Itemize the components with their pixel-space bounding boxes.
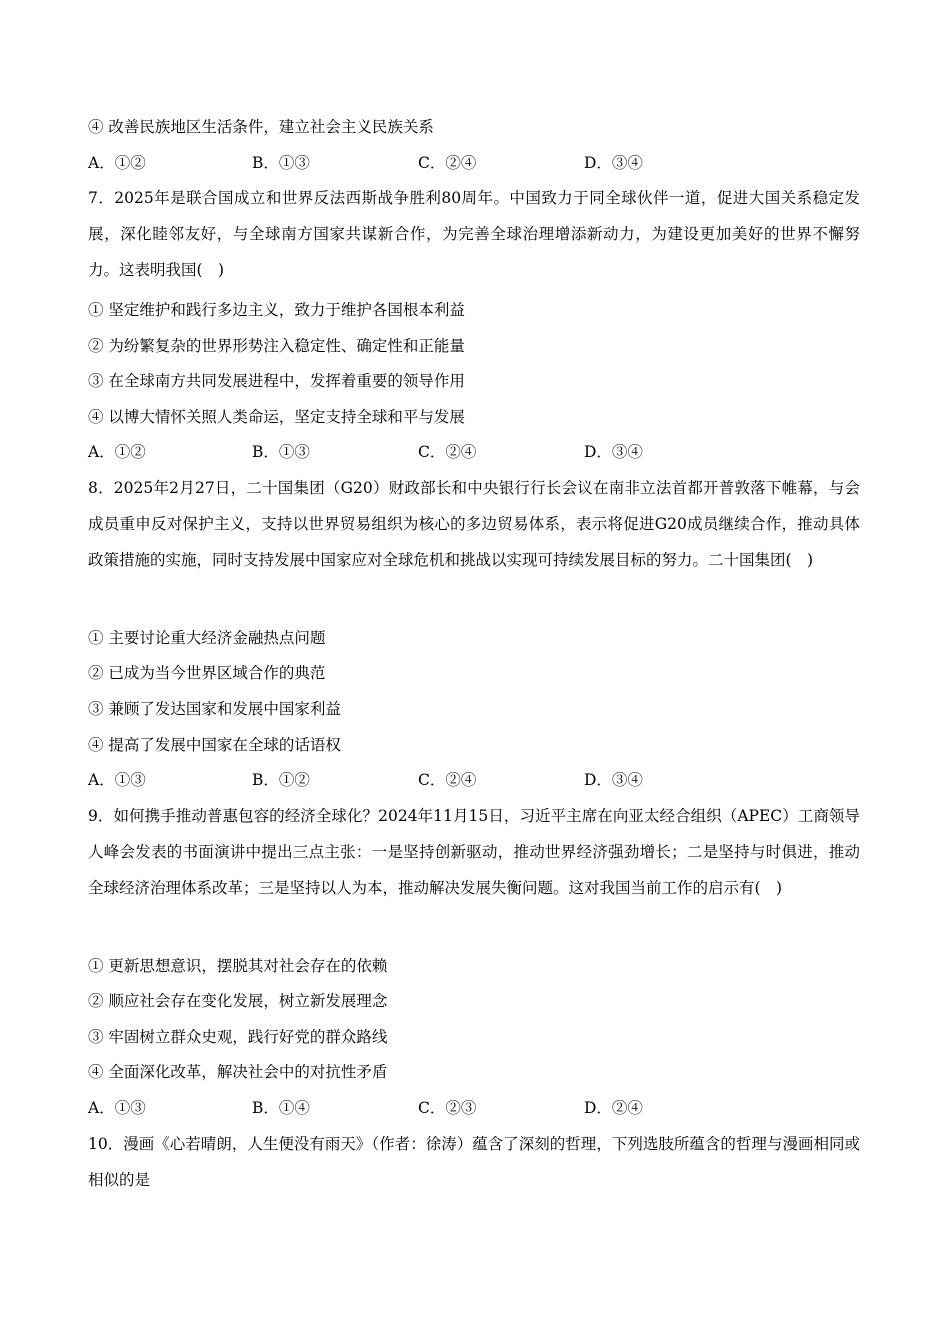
question-7: 7．2025年是联合国成立和世界反法西斯战争胜利80周年。中国致力于同全球伙伴一道，促进大国关系稳定发展，深化睦邻友好，与全球南方国家共谋新合作，为完善全球治理增添新动力，为建设更加美好的世界不懈努力。这表明我国( ): [88, 189, 860, 279]
option-c: C．②④: [418, 154, 477, 172]
option-a: A．①②: [88, 443, 146, 461]
statement: ④ 提高了发展中国家在全球的话语权: [88, 736, 341, 754]
option-b: B．①②: [252, 771, 310, 789]
question-8: 8．2025年2月27日，二十国集团（G20）财政部长和中央银行行长会议在南非立法首都开普敦落下帷幕，与会成员重申反对保护主义，支持以世界贸易组织为核心的多边贸易体系，表示将促进G20成员继续合作，推动具体政策措施的实施，同时支持发展中国家应对全球危机和挑战以实现可持续发展目标的努力。二十国集团( ): [88, 479, 860, 569]
option-d: D．②④: [584, 1099, 643, 1117]
option-c: C．②④: [418, 443, 477, 461]
option-a: A．①②: [88, 154, 146, 172]
statement: ① 更新思想意识，摆脱其对社会存在的依赖: [88, 957, 388, 975]
statement: ③ 在全球南方共同发展进程中，发挥着重要的领导作用: [88, 372, 465, 390]
option-d: D．③④: [584, 154, 643, 172]
option-c: C．②④: [418, 771, 477, 789]
statement: ④ 全面深化改革，解决社会中的对抗性矛盾: [88, 1063, 388, 1081]
question-9: 9．如何携手推动普惠包容的经济全球化？2024年11月15日，习近平主席在向亚太经合组织（APEC）工商领导人峰会发表的书面演讲中提出三点主张：一是坚持创新驱动，推动世界经济强劲增长；二是坚持与时俱进，推动全球经济治理体系改革；三是坚持以人为本，推动解决发展失衡问题。这对我国当前工作的启示有( ): [88, 807, 860, 897]
option-b: B．①③: [252, 443, 310, 461]
answer-options: [88, 152, 788, 174]
answer-options: [88, 769, 788, 791]
statement: ② 顺应社会存在变化发展，树立新发展理念: [88, 992, 388, 1010]
option-d: D．③④: [584, 443, 643, 461]
question-10: 10．漫画《心若晴朗，人生便没有雨天》（作者：徐涛）蕴含了深刻的哲理，下列选肢所蕴含的哲理与漫画相同或相似的是: [88, 1135, 860, 1189]
statement: ③ 牢固树立群众史观，践行好党的群众路线: [88, 1028, 388, 1046]
option-a: A．①③: [88, 771, 146, 789]
option-a: A．①③: [88, 1099, 146, 1117]
option-c: C．②③: [418, 1099, 477, 1117]
statement: ② 为纷繁复杂的世界形势注入稳定性、确定性和正能量: [88, 337, 465, 355]
option-d: D．③④: [584, 771, 643, 789]
statement: ① 主要讨论重大经济金融热点问题: [88, 629, 326, 647]
statement: ④ 改善民族地区生活条件，建立社会主义民族关系: [88, 118, 434, 136]
answer-options: [88, 1097, 788, 1119]
statement: ② 已成为当今世界区域合作的典范: [88, 664, 326, 682]
option-b: B．①④: [252, 1099, 310, 1117]
answer-options: [88, 441, 788, 463]
statement: ① 坚定维护和践行多边主义，致力于维护各国根本利益: [88, 301, 465, 319]
statement: ③ 兼顾了发达国家和发展中国家利益: [88, 700, 341, 718]
option-b: B．①③: [252, 154, 310, 172]
statement: ④ 以博大情怀关照人类命运，坚定支持全球和平与发展: [88, 408, 465, 426]
